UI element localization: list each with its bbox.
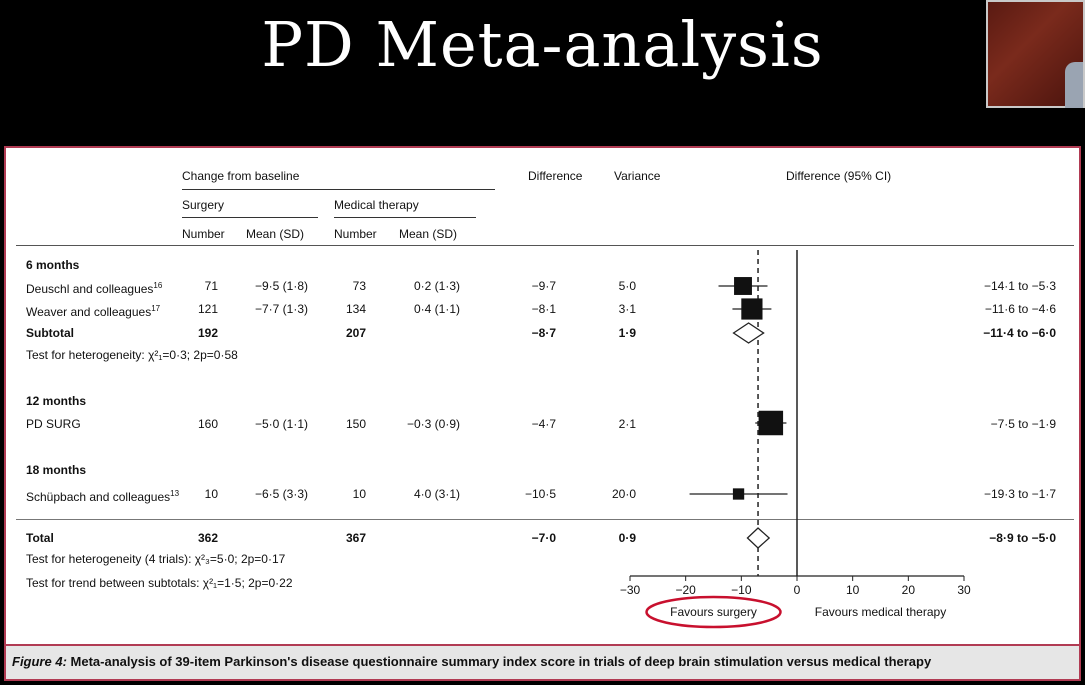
favours-surgery-label: Favours surgery — [670, 605, 757, 619]
table-row-study: Subtotal — [26, 326, 74, 340]
section-6-months: 6 months — [26, 258, 80, 272]
table-cell-medical-number: 10 — [352, 487, 366, 501]
study-estimate-square — [759, 411, 784, 436]
table-cell-variance: 0·9 — [618, 531, 636, 545]
table-cell-surgery-mean: −6·5 (3·3) — [254, 487, 308, 501]
table-cell-medical-mean: −0·3 (0·9) — [406, 417, 460, 431]
table-cell-medical-mean: 4·0 (3·1) — [413, 487, 460, 501]
header-difference: Difference — [528, 169, 583, 183]
table-row-study: Weaver and colleagues$^{17}$ — [26, 304, 161, 319]
table-cell-ci: −11·4 to −6·0 — [983, 326, 1056, 340]
table-cell-variance: 3·1 — [618, 302, 636, 316]
figure-caption-text: Meta-analysis of 39-item Parkinson's disease questionnaire summary index score in trials of deep brain stimulation versus medical therapy — [70, 654, 932, 669]
section-18-months: 18 months — [26, 463, 87, 477]
header-medical-number: Number — [334, 227, 377, 241]
section-12-months: 12 months — [26, 394, 87, 408]
table-cell-medical-number: 150 — [345, 417, 366, 431]
table-cell-surgery-number: 192 — [197, 326, 218, 340]
table-cell-variance: 2·1 — [618, 417, 636, 431]
heterogeneity-test-total: Test for heterogeneity (4 trials): χ²₃=5·0; 2p=0·17 — [26, 552, 286, 566]
table-cell-medical-number: 367 — [345, 531, 366, 545]
table-cell-surgery-number: 10 — [204, 487, 218, 501]
table-cell-medical-number: 207 — [345, 326, 366, 340]
header-surgery-mean: Mean (SD) — [246, 227, 305, 241]
header-variance: Variance — [614, 169, 661, 183]
favours-medical-label: Favours medical therapy — [814, 605, 947, 619]
table-cell-surgery-number: 121 — [197, 302, 218, 316]
table-cell-surgery-mean: −9·5 (1·8) — [254, 279, 308, 293]
table-cell-variance: 20·0 — [611, 487, 636, 501]
table-cell-surgery-mean: −5·0 (1·1) — [254, 417, 308, 431]
table-cell-difference: −8·7 — [531, 326, 556, 340]
table-cell-variance: 1·9 — [618, 326, 636, 340]
figure-caption — [6, 644, 1079, 679]
table-cell-variance: 5·0 — [618, 279, 636, 293]
webcam-thumbnail — [986, 0, 1085, 108]
x-tick-label: −20 — [675, 583, 696, 597]
header-change-from-baseline: Change from baseline — [182, 169, 300, 183]
table-cell-difference: −10·5 — [524, 487, 556, 501]
header-surgery-number: Number — [182, 227, 225, 241]
table-cell-medical-mean: 0·4 (1·1) — [413, 302, 460, 316]
table-cell-surgery-number: 160 — [197, 417, 218, 431]
table-cell-medical-number: 134 — [345, 302, 366, 316]
table-cell-ci: −11·6 to −4·6 — [984, 302, 1056, 316]
presenter-figure — [1065, 62, 1083, 108]
x-tick-label: 20 — [901, 583, 916, 597]
header-ci: Difference (95% CI) — [786, 169, 892, 183]
slide-title: PD Meta-analysis — [261, 8, 824, 81]
study-estimate-square — [741, 298, 762, 319]
heterogeneity-test-6m: Test for heterogeneity: χ²₁=0·3; 2p=0·58 — [26, 348, 238, 362]
table-cell-difference: −4·7 — [531, 417, 556, 431]
header-surgery: Surgery — [182, 198, 225, 212]
forest-plot — [6, 148, 1079, 644]
figure-label: Figure 4: — [12, 654, 67, 669]
x-tick-label: −10 — [731, 583, 752, 597]
forest-plot-figure — [4, 146, 1081, 681]
table-cell-difference: −8·1 — [531, 302, 556, 316]
table-cell-surgery-number: 362 — [197, 531, 218, 545]
pooled-estimate-diamond — [747, 528, 769, 548]
study-estimate-square — [734, 277, 752, 295]
table-cell-surgery-number: 71 — [204, 279, 218, 293]
table-cell-ci: −19·3 to −1·7 — [983, 487, 1056, 501]
table-cell-ci: −14·1 to −5·3 — [983, 279, 1056, 293]
table-row-study: PD SURG — [26, 417, 81, 431]
table-row-study: Total — [26, 531, 54, 545]
x-tick-label: 10 — [845, 583, 860, 597]
header-medical-therapy: Medical therapy — [334, 198, 419, 212]
table-cell-medical-number: 73 — [352, 279, 366, 293]
x-tick-label: 0 — [793, 583, 801, 597]
table-cell-medical-mean: 0·2 (1·3) — [413, 279, 460, 293]
trend-test: Test for trend between subtotals: χ²₁=1·5; 2p=0·22 — [26, 576, 293, 590]
pooled-estimate-diamond — [734, 323, 764, 343]
table-row-study: Deuschl and colleagues$^{16}$ — [26, 281, 163, 296]
header-medical-mean: Mean (SD) — [399, 227, 458, 241]
table-cell-surgery-mean: −7·7 (1·3) — [254, 302, 308, 316]
table-cell-difference: −9·7 — [531, 279, 556, 293]
table-cell-ci: −8·9 to −5·0 — [989, 531, 1056, 545]
table-cell-ci: −7·5 to −1·9 — [990, 417, 1056, 431]
x-tick-label: −30 — [619, 583, 641, 597]
study-estimate-square — [733, 488, 744, 499]
x-tick-label: 30 — [957, 583, 971, 597]
table-cell-difference: −7·0 — [531, 531, 556, 545]
table-row-study: Schüpbach and colleagues$^{13}$ — [26, 489, 180, 504]
